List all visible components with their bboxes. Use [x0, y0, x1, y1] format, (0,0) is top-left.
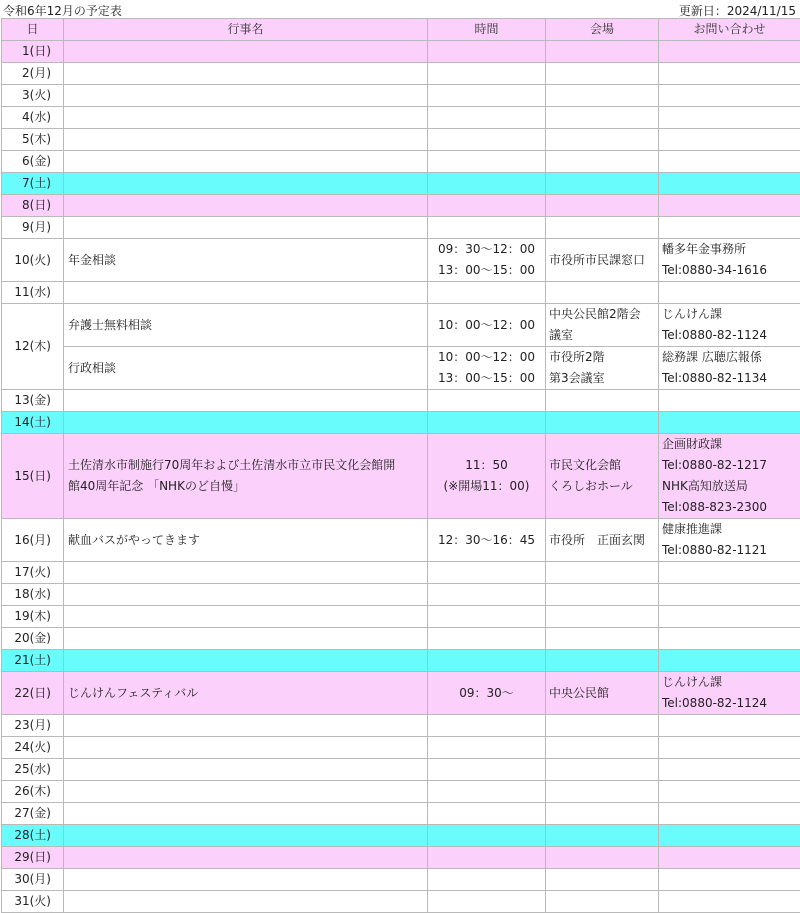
table-row [2, 107, 800, 129]
day-cell: 20(金) [2, 628, 64, 650]
event-venue: 市役所2階 第3会議室 [546, 347, 659, 390]
column-header-event: 行事名 [64, 19, 428, 41]
table-row [2, 737, 800, 759]
day-cell: 14(土) [2, 412, 64, 434]
table-row [2, 606, 800, 628]
table-row [2, 562, 800, 584]
table-row [2, 650, 800, 672]
day-cell: 13(金) [2, 390, 64, 412]
table-row [2, 282, 800, 304]
column-header-time: 時間 [428, 19, 546, 41]
table-row [2, 304, 800, 347]
table-row [2, 412, 800, 434]
page-header [0, 0, 800, 18]
day-cell: 22(日) [2, 672, 64, 715]
day-cell: 26(木) [2, 781, 64, 803]
table-row [2, 519, 800, 562]
updated-date: 更新日：2024/11/15 [679, 2, 796, 19]
event-time: 09：30～12：00 13：00～15：00 [428, 239, 546, 282]
day-cell: 1(日) [2, 41, 64, 63]
day-cell: 28(土) [2, 825, 64, 847]
table-row [2, 825, 800, 847]
event-contact: じんけん課 Tel:0880-82-1124 [659, 672, 800, 715]
table-row [2, 628, 800, 650]
event-time: 11：50 (※開場11：00) [428, 434, 546, 519]
day-cell: 24(火) [2, 737, 64, 759]
table-row [2, 239, 800, 282]
day-cell: 2(月) [2, 63, 64, 85]
table-row [2, 390, 800, 412]
event-time: 09：30～ [428, 672, 546, 715]
column-header-venue: 会場 [546, 19, 659, 41]
day-cell: 16(月) [2, 519, 64, 562]
table-row [2, 803, 800, 825]
column-header-contact: お問い合わせ [659, 19, 800, 41]
event-time: 12：30～16：45 [428, 519, 546, 562]
table-row [2, 217, 800, 239]
day-cell: 11(水) [2, 282, 64, 304]
day-cell: 3(火) [2, 85, 64, 107]
day-cell: 12(木) [2, 304, 64, 390]
day-cell: 19(木) [2, 606, 64, 628]
event-venue: 市民文化会館 くろしおホール [546, 434, 659, 519]
event-contact: 総務課 広聴広報係 Tel:0880-82-1134 [659, 347, 800, 390]
day-cell: 6(金) [2, 151, 64, 173]
table-row [2, 151, 800, 173]
table-row [2, 434, 800, 519]
table-header-row [2, 19, 800, 41]
day-cell: 5(木) [2, 129, 64, 151]
day-cell: 21(土) [2, 650, 64, 672]
table-row [2, 129, 800, 151]
table-row [2, 847, 800, 869]
table-row [2, 781, 800, 803]
page-title: 令和6年12月の予定表 [3, 2, 122, 19]
event-name: 年金相談 [64, 239, 428, 282]
table-row [2, 891, 800, 913]
table-row [2, 41, 800, 63]
day-cell: 7(土) [2, 173, 64, 195]
day-cell: 23(月) [2, 715, 64, 737]
day-cell: 29(日) [2, 847, 64, 869]
table-row [2, 195, 800, 217]
table-row [2, 672, 800, 715]
schedule-table [1, 18, 800, 913]
table-row [2, 715, 800, 737]
day-cell: 8(日) [2, 195, 64, 217]
event-name: 土佐清水市制施行70周年および土佐清水市立市民文化会館開 館40周年記念 「NHKのど自慢」 [64, 434, 428, 519]
table-row [2, 869, 800, 891]
event-venue: 中央公民館2階会 議室 [546, 304, 659, 347]
day-cell: 31(火) [2, 891, 64, 913]
day-cell: 10(火) [2, 239, 64, 282]
event-venue: 中央公民館 [546, 672, 659, 715]
table-row [2, 584, 800, 606]
event-name: じんけんフェスティバル [64, 672, 428, 715]
event-contact: 企画財政課 Tel:0880-82-1217 NHK高知放送局 Tel:088-823-2300 [659, 434, 800, 519]
event-venue: 市役所 正面玄関 [546, 519, 659, 562]
day-cell: 18(水) [2, 584, 64, 606]
day-cell: 4(水) [2, 107, 64, 129]
event-venue: 市役所市民課窓口 [546, 239, 659, 282]
table-row [2, 759, 800, 781]
day-cell: 30(月) [2, 869, 64, 891]
day-cell: 27(金) [2, 803, 64, 825]
event-contact: 健康推進課 Tel:0880-82-1121 [659, 519, 800, 562]
day-cell: 25(水) [2, 759, 64, 781]
event-name: 行政相談 [64, 347, 428, 390]
event-name: 献血バスがやってきます [64, 519, 428, 562]
event-contact: 幡多年金事務所 Tel:0880-34-1616 [659, 239, 800, 282]
table-row [2, 85, 800, 107]
table-row [2, 347, 800, 390]
day-cell: 15(日) [2, 434, 64, 519]
event-contact: じんけん課 Tel:0880-82-1124 [659, 304, 800, 347]
column-header-day: 日 [2, 19, 64, 41]
event-time: 10：00～12：00 [428, 304, 546, 347]
day-cell: 17(火) [2, 562, 64, 584]
event-name: 弁護士無料相談 [64, 304, 428, 347]
table-row [2, 63, 800, 85]
event-time: 10：00～12：00 13：00～15：00 [428, 347, 546, 390]
day-cell: 9(月) [2, 217, 64, 239]
table-row [2, 173, 800, 195]
